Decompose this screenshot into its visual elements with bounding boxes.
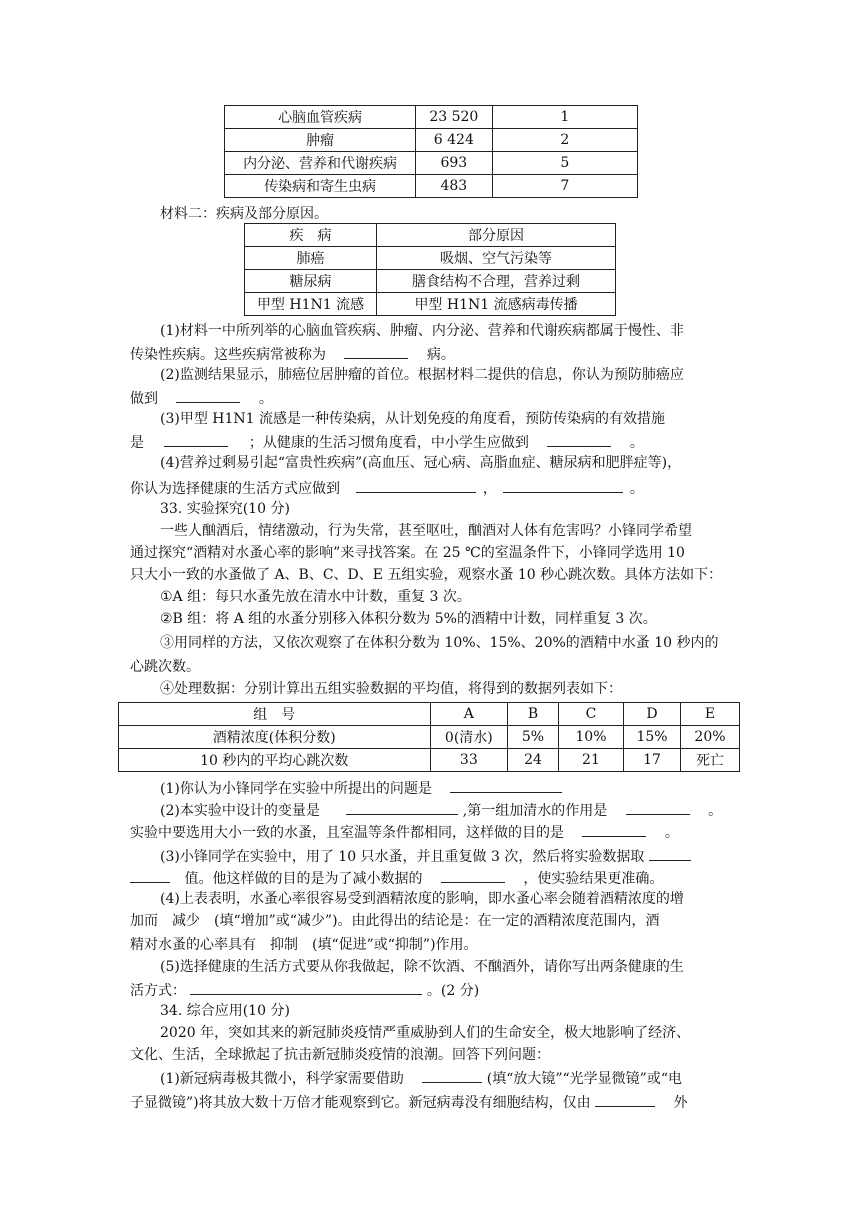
q32-p1b [130, 344, 710, 364]
q33-step3b: 心跳次数。 [130, 659, 200, 675]
table-cell: 5% [508, 726, 559, 749]
table-cell: 693 [416, 152, 492, 175]
table-cell: 483 [416, 175, 492, 198]
q33-intro1: 一些人酗酒后，情绪激动，行为失常，甚至呕吐，酗酒对人体有危害吗？小锋同学希望 [160, 523, 692, 539]
q33-p5b: 活方式： 。(2 分) [130, 980, 710, 1000]
table-cell: 死亡 [680, 749, 739, 772]
q32-p4a: (4)营养过剩易引起“富贵性疾病”(高血压、冠心病、高脂血症、糖尿病和肥胖症等)， [160, 455, 682, 471]
table-cell: 0(清水) [430, 726, 508, 749]
table-row [225, 106, 638, 129]
table-cell: 7 [492, 175, 637, 198]
table-cell: 心脑血管疾病 [225, 106, 416, 129]
table-cell: 23 520 [416, 106, 492, 129]
table-cell: 肺癌 [245, 247, 377, 270]
table-cell: 21 [558, 749, 623, 772]
table-cell: 吸烟、空气污染等 [377, 247, 616, 270]
table-cell: 24 [508, 749, 559, 772]
table-cell: 糖尿病 [245, 270, 377, 293]
table-row [245, 293, 616, 316]
answer-blank[interactable] [595, 1092, 655, 1107]
answer-blank[interactable] [503, 478, 623, 493]
answer-blank[interactable] [130, 868, 170, 883]
answer-blank[interactable] [582, 822, 646, 837]
q33-step4: ④处理数据：分别计算出五组实验数据的平均值，将得到的数据列表如下： [160, 681, 622, 697]
table-cell: 甲型 H1N1 流感 [245, 293, 377, 316]
answer-blank[interactable] [547, 432, 611, 447]
table-disease-stats [224, 105, 638, 198]
table-row [225, 175, 638, 198]
q33-p3b: 值。他这样做的目的是为了减小数据的 ，使实验结果更准确。 [130, 868, 710, 888]
table-header-row [245, 224, 616, 247]
q33-intro2: 通过探究“酒精对水蚤心率的影响”来寻找答案。在 25 ℃的室温条件下，小锋同学选用 10 [130, 545, 685, 561]
table-cell: D [624, 703, 681, 726]
table-disease-causes [244, 223, 616, 316]
table-row [119, 726, 740, 749]
table-cell: C [558, 703, 623, 726]
table-cell: 膳食结构不合理，营养过剩 [377, 270, 616, 293]
q32-p1b-post: 病。 [426, 347, 455, 363]
table-cell: E [680, 703, 739, 726]
table-cell: 内分泌、营养和代谢疾病 [225, 152, 416, 175]
q32-p1a: (1)材料一中所列举的心脑血管疾病、肿瘤、内分泌、营养和代谢疾病都属于慢性、非 [160, 323, 684, 339]
answer-blank[interactable] [649, 846, 691, 861]
table-cell: 传染病和寄生虫病 [225, 175, 416, 198]
table-cell: 33 [430, 749, 508, 772]
table-cell: 6 424 [416, 129, 492, 152]
q33-step2: ②B 组：将 A 组的水蚤分别移入体积分数为 5%的酒精中计数，同样重复 3 次。 [160, 611, 657, 627]
q33-p1: (1)你认为小锋同学在实验中所提出的问题是 [160, 778, 740, 798]
answer-blank[interactable] [346, 800, 458, 815]
q33-p5a: (5)选择健康的生活方式要从你我做起，除不饮酒、不酗酒外，请你写出两条健康的生 [160, 959, 684, 975]
q33-p4c: 精对水蚤的心率具有 抑制 (填“促进”或“抑制”)作用。 [130, 937, 478, 953]
table-cell: 组 号 [119, 703, 431, 726]
table-cell: 17 [624, 749, 681, 772]
table-cell: A [430, 703, 508, 726]
q33-p3a: (3)小锋同学在实验中，用了 10 只水蚤，并且重复做 3 次，然后将实验数据取 [160, 846, 740, 866]
table-row [119, 703, 740, 726]
q34-p1b: 子显微镜”)将其放大数十万倍才能观察到它。新冠病毒没有细胞结构，仅由 外 [130, 1092, 710, 1112]
table-row [225, 152, 638, 175]
material2-intro: 材料二：疾病及部分原因。 [160, 206, 328, 222]
table-cell: 10% [558, 726, 623, 749]
q33-p4b: 加而 减少 (填“增加”或“减少”)。由此得出的结论是：在一定的酒精浓度范围内，酒 [130, 913, 660, 929]
q32-p3b: 是 ；从健康的生活习惯角度看，中小学生应做到 。 [130, 432, 710, 452]
table-cell: 10 秒内的平均心跳次数 [119, 749, 431, 772]
q33-title: 33. 实验探究(10 分) [160, 501, 290, 517]
q32-p4b: 你认为选择健康的生活方式应做到 ， 。 [130, 478, 710, 498]
answer-blank[interactable] [176, 388, 240, 403]
table-cell: 肿瘤 [225, 129, 416, 152]
table-cell: B [508, 703, 559, 726]
q32-p2b: 做到 。 [130, 388, 710, 408]
table-row [225, 129, 638, 152]
table-cell: 1 [492, 106, 637, 129]
answer-blank[interactable] [190, 980, 422, 995]
table-row [119, 749, 740, 772]
q33-step1: ①A 组：每只水蚤先放在清水中计数，重复 3 次。 [160, 589, 471, 605]
table-experiment-data [118, 702, 740, 772]
q33-step3a: ③用同样的方法，又依次观察了在体积分数为 10%、15%、20%的酒精中水蚤 10 秒内的 [160, 635, 719, 651]
q33-intro3: 只大小一致的水蚤做了 A、B、C、D、E 五组实验，观察水蚤 10 秒心跳次数。具体方法如下： [130, 567, 723, 583]
q32-p2a: (2)监测结果显示，肺癌位居肿瘤的首位。根据材料二提供的信息，你认为预防肺癌应 [160, 367, 684, 383]
table-cell: 酒精浓度(体积分数) [119, 726, 431, 749]
table-header-cell: 疾 病 [245, 224, 377, 247]
table-cell: 20% [680, 726, 739, 749]
q34-title: 34. 综合应用(10 分) [160, 1003, 290, 1019]
q34-p1a: (1)新冠病毒极其微小，科学家需要借助 (填“放大镜”“光学显微镜”或“电 [160, 1068, 740, 1088]
table-header-cell: 部分原因 [377, 224, 616, 247]
answer-blank[interactable] [626, 800, 690, 815]
q32-p3a: (3)甲型 H1N1 流感是一种传染病，从计划免疫的角度看，预防传染病的有效措施 [160, 411, 666, 427]
answer-blank[interactable] [450, 778, 562, 793]
table-cell: 2 [492, 129, 637, 152]
answer-blank[interactable] [344, 344, 408, 359]
answer-blank[interactable] [164, 432, 228, 447]
answer-blank[interactable] [356, 478, 476, 493]
q33-p2a: (2)本实验中设计的变量是 ,第一组加清水的作用是 。 [160, 800, 740, 820]
q33-p4a: (4)上表表明，水蚤心率很容易受到酒精浓度的影响，即水蚤心率会随着酒精浓度的增 [160, 891, 684, 907]
q34-intro1: 2020 年，突如其来的新冠肺炎疫情严重威胁到人们的生命安全，极大地影响了经济、 [160, 1025, 691, 1041]
q34-intro2: 文化、生活，全球掀起了抗击新冠肺炎疫情的浪潮。回答下列问题： [130, 1047, 550, 1063]
table-row [245, 270, 616, 293]
answer-blank[interactable] [441, 868, 505, 883]
table-row [245, 247, 616, 270]
table-cell: 15% [624, 726, 681, 749]
q32-p1b-pre: 传染性疾病。这些疾病常被称为 [130, 347, 326, 363]
answer-blank[interactable] [422, 1068, 482, 1083]
table-cell: 甲型 H1N1 流感病毒传播 [377, 293, 616, 316]
table-cell: 5 [492, 152, 637, 175]
q33-p2b: 实验中要选用大小一致的水蚤，且室温等条件都相同，这样做的目的是 。 [130, 822, 710, 842]
